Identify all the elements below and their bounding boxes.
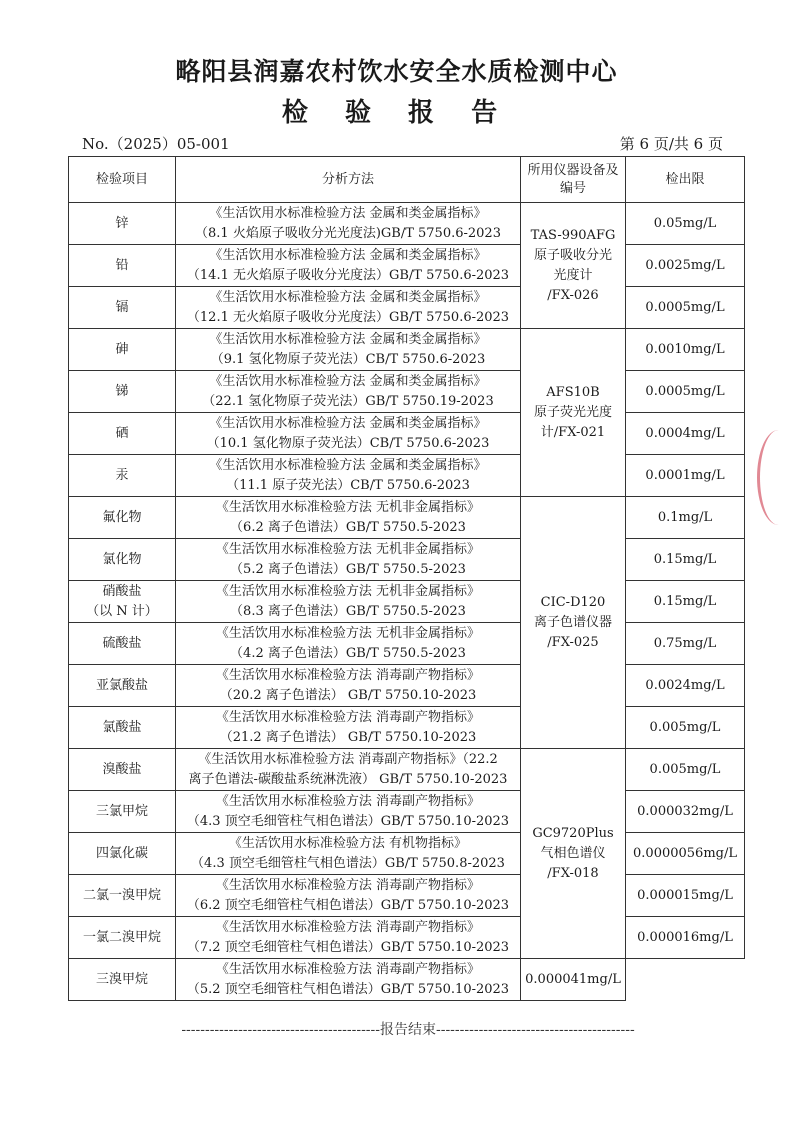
detection-limit: 0.0005mg/L <box>626 287 745 329</box>
analysis-method-line: 《生活饮用水标准检验方法 无机非金属指标》 <box>215 499 481 515</box>
test-item <box>69 707 176 749</box>
analysis-method <box>176 959 521 1001</box>
table-row <box>69 959 745 1001</box>
analysis-method-line: （14.1 无火焰原子吸收分光度法）GB/T 5750.6-2023 <box>186 267 510 283</box>
report-end-line: ------------------------------------------报告结束------------------------------------------ <box>181 1022 635 1038</box>
analysis-method <box>176 875 521 917</box>
test-item-name: 氯化物 <box>102 551 142 567</box>
detection-limit: 0.000015mg/L <box>626 875 745 917</box>
table-row <box>69 917 745 959</box>
org-title: 略阳县润嘉农村饮水安全水质检测中心 <box>175 57 618 86</box>
detection-limit: 0.15mg/L <box>626 581 745 623</box>
test-item <box>69 665 176 707</box>
test-item-name: 锑 <box>115 383 129 399</box>
instrument-line: /FX-025 <box>547 634 599 650</box>
analysis-method <box>176 455 521 497</box>
analysis-method <box>176 371 521 413</box>
analysis-method <box>176 497 521 539</box>
detection-limit: 0.005mg/L <box>626 707 745 749</box>
detection-limit: 0.000016mg/L <box>626 917 745 959</box>
test-item-name: 铅 <box>115 257 129 273</box>
seal-stamp-fragment <box>757 430 793 525</box>
analysis-method-line: 《生活饮用水标准检验方法 无机非金属指标》 <box>215 625 481 641</box>
instrument-line: 光度计 <box>553 267 593 283</box>
analysis-method-line: 离子色谱法-碳酸盐系统淋洗液） GB/T 5750.10-2023 <box>188 771 508 787</box>
test-item-name: 氟化物 <box>102 509 142 525</box>
analysis-method <box>176 413 521 455</box>
test-item-name: 汞 <box>115 467 129 483</box>
test-item-name: 硝酸盐 <box>102 583 142 599</box>
detection-limit: 0.1mg/L <box>626 497 745 539</box>
analysis-method <box>176 581 521 623</box>
detection-limit: 0.0001mg/L <box>626 455 745 497</box>
analysis-method-line: 《生活饮用水标准检验方法 金属和类金属指标》 <box>209 247 487 263</box>
instrument-line: 原子荧光光度 <box>533 404 612 420</box>
table-row <box>69 749 745 791</box>
analysis-method-line: （20.2 离子色谱法） GB/T 5750.10-2023 <box>219 687 477 703</box>
instrument <box>521 497 626 749</box>
analysis-method-line: 《生活饮用水标准检验方法 金属和类金属指标》 <box>209 415 487 431</box>
test-item <box>69 875 176 917</box>
test-item <box>69 623 176 665</box>
test-item-name: 溴酸盐 <box>102 761 142 777</box>
analysis-method <box>176 287 521 329</box>
table-row <box>69 455 745 497</box>
test-item-name: 氯酸盐 <box>102 719 142 735</box>
analysis-method-line: 《生活饮用水标准检验方法 消毒副产物指标》 <box>215 919 481 935</box>
analysis-method-line: 《生活饮用水标准检验方法 金属和类金属指标》 <box>209 205 487 221</box>
test-item-note: （以 N 计） <box>86 603 158 619</box>
analysis-method-line: 《生活饮用水标准检验方法 金属和类金属指标》 <box>209 289 487 305</box>
analysis-method-line: （8.3 离子色谱法）GB/T 5750.5-2023 <box>230 603 466 619</box>
detection-limit: 0.005mg/L <box>626 749 745 791</box>
test-item-name: 四氯化碳 <box>95 845 148 861</box>
analysis-method <box>176 245 521 287</box>
analysis-method-line: （10.1 氢化物原子荧光法）CB/T 5750.6-2023 <box>206 435 490 451</box>
analysis-method-line: （7.2 顶空毛细管柱气相色谱法）GB/T 5750.10-2023 <box>186 939 510 955</box>
instrument <box>521 749 626 959</box>
analysis-method <box>176 917 521 959</box>
detection-limit: 0.75mg/L <box>626 623 745 665</box>
page-info: 第 6 页/共 6 页 <box>619 135 723 153</box>
analysis-method-line: （6.2 离子色谱法）GB/T 5750.5-2023 <box>230 519 466 535</box>
analysis-method-line: 《生活饮用水标准检验方法 消毒副产物指标》 <box>215 793 481 809</box>
instrument-line: 离子色谱仪器 <box>533 614 612 630</box>
instrument-line: 气相色谱仪 <box>540 845 606 861</box>
instrument-line: AFS10B <box>546 384 600 400</box>
test-item <box>69 245 176 287</box>
analysis-method <box>176 623 521 665</box>
analysis-method-line: （21.2 离子色谱法） GB/T 5750.10-2023 <box>219 729 477 745</box>
analysis-method-line: 《生活饮用水标准检验方法 消毒副产物指标》 <box>215 877 481 893</box>
instrument-line: 原子吸收分光 <box>533 247 612 263</box>
detection-limit: 0.0004mg/L <box>626 413 745 455</box>
test-item-name: 镉 <box>115 299 129 315</box>
instrument-line: TAS-990AFG <box>530 227 616 243</box>
detection-limit: 0.0010mg/L <box>626 329 745 371</box>
analysis-method-line: （5.2 顶空毛细管柱气相色谱法）GB/T 5750.10-2023 <box>186 981 510 997</box>
analysis-method-line: （5.2 离子色谱法）GB/T 5750.5-2023 <box>230 561 466 577</box>
analysis-method-line: 《生活饮用水标准检验方法 金属和类金属指标》 <box>209 457 487 473</box>
test-item <box>69 791 176 833</box>
analysis-method <box>176 329 521 371</box>
analysis-method-line: （4.3 顶空毛细管柱气相色谱法）GB/T 5750.8-2023 <box>191 855 505 871</box>
analysis-method-line: 《生活饮用水标准检验方法 消毒副产物指标》 <box>215 667 481 683</box>
table-row <box>69 623 745 665</box>
analysis-method-line: 《生活饮用水标准检验方法 消毒副产物指标》（22.2 <box>198 751 498 767</box>
detection-limit: 0.0005mg/L <box>626 371 745 413</box>
table-row <box>69 833 745 875</box>
detection-limit: 0.0025mg/L <box>626 245 745 287</box>
test-item <box>69 329 176 371</box>
column-header-method: 分析方法 <box>176 157 521 203</box>
analysis-method <box>176 665 521 707</box>
table-row <box>69 707 745 749</box>
analysis-method <box>176 203 521 245</box>
detection-limit: 0.000032mg/L <box>626 791 745 833</box>
analysis-method-line: 《生活饮用水标准检验方法 金属和类金属指标》 <box>209 373 487 389</box>
detection-limit: 0.05mg/L <box>626 203 745 245</box>
analysis-method-line: （8.1 火焰原子吸收分光光度法)GB/T 5750.6-2023 <box>195 225 501 241</box>
analysis-method-line: （9.1 氢化物原子荧光法）CB/T 5750.6-2023 <box>210 351 486 367</box>
detection-limit: 0.0000056mg/L <box>626 833 745 875</box>
test-item <box>69 959 176 1001</box>
column-header-instrument: 所用仪器设备及编号 <box>521 157 626 203</box>
table-row <box>69 539 745 581</box>
analysis-method <box>176 791 521 833</box>
table-row <box>69 875 745 917</box>
test-item <box>69 581 176 623</box>
test-item <box>69 749 176 791</box>
analysis-method <box>176 749 521 791</box>
analysis-method <box>176 539 521 581</box>
instrument-line: 计/FX-021 <box>540 424 606 440</box>
instrument-line: CIC-D120 <box>540 594 606 610</box>
report-title: 检 验 报 告 <box>281 98 512 128</box>
results-table <box>68 156 745 1001</box>
instrument <box>521 329 626 497</box>
table-row <box>69 791 745 833</box>
column-header-item: 检验项目 <box>69 157 176 203</box>
test-item-name: 锌 <box>115 215 129 231</box>
table-header-row <box>69 157 745 203</box>
detection-limit: 0.15mg/L <box>626 539 745 581</box>
analysis-method-line: （4.2 离子色谱法）GB/T 5750.5-2023 <box>230 645 466 661</box>
instrument-line: /FX-026 <box>547 287 599 303</box>
test-item <box>69 539 176 581</box>
table-row <box>69 203 745 245</box>
test-item <box>69 203 176 245</box>
analysis-method-line: （11.1 原子荧光法）CB/T 5750.6-2023 <box>226 477 470 493</box>
analysis-method-line: 《生活饮用水标准检验方法 有机物指标》 <box>228 835 468 851</box>
table-row <box>69 665 745 707</box>
instrument-line: GC9720Plus <box>532 825 614 841</box>
test-item-name: 一氯二溴甲烷 <box>82 929 161 945</box>
report-number: No.（2025）05-001 <box>82 135 230 153</box>
test-item <box>69 287 176 329</box>
analysis-method-line: 《生活饮用水标准检验方法 金属和类金属指标》 <box>209 331 487 347</box>
analysis-method-line: （6.2 顶空毛细管柱气相色谱法）GB/T 5750.10-2023 <box>186 897 510 913</box>
test-item-name: 硫酸盐 <box>102 635 142 651</box>
column-header-limit: 检出限 <box>626 157 745 203</box>
table-row <box>69 497 745 539</box>
analysis-method-line: 《生活饮用水标准检验方法 消毒副产物指标》 <box>215 709 481 725</box>
detection-limit: 0.000041mg/L <box>521 959 626 1001</box>
test-item-name: 亚氯酸盐 <box>95 677 148 693</box>
test-item-name: 硒 <box>115 425 129 441</box>
test-item-name: 砷 <box>115 341 129 357</box>
instrument-line: /FX-018 <box>547 865 599 881</box>
analysis-method-line: 《生活饮用水标准检验方法 无机非金属指标》 <box>215 583 481 599</box>
table-row <box>69 329 745 371</box>
analysis-method-line: （4.3 顶空毛细管柱气相色谱法）GB/T 5750.10-2023 <box>186 813 510 829</box>
instrument <box>521 203 626 329</box>
test-item-name: 二氯一溴甲烷 <box>82 887 161 903</box>
test-item <box>69 371 176 413</box>
test-item <box>69 833 176 875</box>
test-item <box>69 413 176 455</box>
analysis-method-line: 《生活饮用水标准检验方法 无机非金属指标》 <box>215 541 481 557</box>
table-row <box>69 245 745 287</box>
analysis-method-line: （12.1 无火焰原子吸收分光度法）GB/T 5750.6-2023 <box>186 309 510 325</box>
detection-limit: 0.0024mg/L <box>626 665 745 707</box>
test-item <box>69 917 176 959</box>
table-row <box>69 371 745 413</box>
analysis-method-line: （22.1 氢化物原子荧光法）GB/T 5750.19-2023 <box>202 393 494 409</box>
table-row <box>69 287 745 329</box>
table-row <box>69 581 745 623</box>
test-item <box>69 497 176 539</box>
analysis-method-line: 《生活饮用水标准检验方法 消毒副产物指标》 <box>215 961 481 977</box>
test-item-name: 三溴甲烷 <box>95 971 148 987</box>
test-item-name: 三氯甲烷 <box>95 803 148 819</box>
analysis-method <box>176 833 521 875</box>
table-row <box>69 413 745 455</box>
analysis-method <box>176 707 521 749</box>
test-item <box>69 455 176 497</box>
